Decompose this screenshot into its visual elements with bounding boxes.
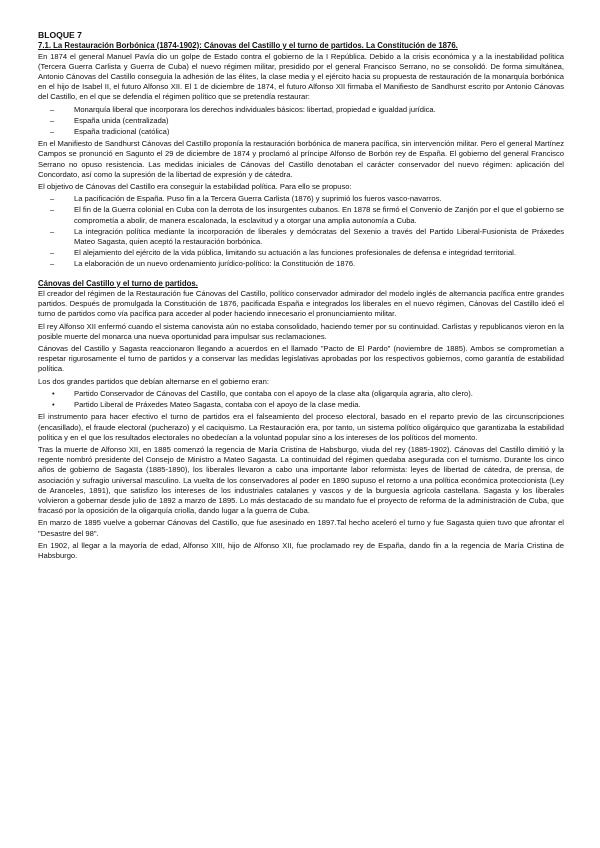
paragraph: El rey Alfonso XII enfermó cuando el sistema canovista aún no estaba consolidado, haciendo temer por su continuidad. Carlistas y republicanos vieron en la posible muerte del monarca una nueva oportunidad para impulsar sus reclamaciones.: [38, 321, 564, 341]
dot-bullet-icon: •: [52, 388, 55, 398]
dash-bullet-icon: –: [50, 104, 55, 114]
list-item: • Partido Conservador de Cánovas del Castillo, que contaba con el apoyo de la clase alta (oligarquía agraria, alto clero).: [52, 388, 473, 398]
list-item: – La integración política mediante la incorporación de liberales y demócratas del Sexenio a través del Partido Liberal-Fusionista de Práxedes Mateo Sagasta, quien aceptó la restauración borbónica.: [50, 226, 564, 246]
parties-list: [38, 389, 564, 410]
dash-bullet-icon: –: [50, 226, 55, 236]
paragraph: Cánovas del Castillo y Sagasta reaccionaron llegando a acuerdos en el llamado "Pacto de El Pardo" (noviembre de 1885). Ambos se comprometían a respetar rigurosamente el turno de partidos y a conservar las medidas legislativas aprobadas por los respectivos gobiernos, como garantía de estabilidad política.: [38, 344, 564, 374]
paragraph: El instrumento para hacer efectivo el turno de partidos era el falseamiento del proceso electoral, basado en el reparto previo de las circunscripciones (encasillado), el fraude electoral (pucherazo) y el caciquismo. La Restauración era, por tanto, un sistema político oligárquico que garantizaba la estabilidad política y en el que los resultados electorales no obedecían a la voluntad popular sino a los intereses de los políticos del momento.: [38, 412, 564, 442]
dash-bullet-icon: –: [50, 248, 55, 258]
paragraph: Los dos grandes partidos que debían alternarse en el gobierno eran:: [38, 376, 269, 386]
dash-bullet-icon: –: [50, 259, 55, 269]
dot-bullet-icon: •: [52, 400, 55, 410]
principles-list: [38, 105, 564, 138]
list-item: • Partido Liberal de Práxedes Mateo Sagasta, contaba con el apoyo de la clase media.: [52, 400, 361, 410]
block-title: BLOQUE 7: [38, 30, 82, 40]
list-item: – España tradicional (católica): [50, 126, 170, 136]
paragraph: En 1902, al llegar a la mayoría de edad, Alfonso XIII, hijo de Alfonso XII, fue proclamado rey de España, dando fin a la regencia de María Cristina de Habsburgo.: [38, 540, 564, 560]
dash-bullet-icon: –: [50, 205, 55, 215]
list-item: – Monarquía liberal que incorporara los derechos individuales básicos: libertad, propiedad e igualdad jurídica.: [50, 104, 436, 114]
section-subtitle: Cánovas del Castillo y el turno de partidos.: [38, 278, 198, 288]
paragraph: El creador del régimen de la Restauración fue Cánovas del Castillo, político conservador admirador del modelo inglés de alternancia pacífica entre grandes partidos. Después de promulgada la Constitución de 1876, pacificada España e integrados los liberales en el nuevo régimen, Cánovas del Castillo ideó el turno de partidos como vía pacífica para acceder al poder haciendo innecesario el pronunciamiento militar.: [38, 289, 564, 319]
list-item: – El alejamiento del ejército de la vida pública, limitando su actuación a las funciones profesionales de defensa e integridad territorial.: [50, 248, 516, 258]
dash-bullet-icon: –: [50, 126, 55, 136]
dash-bullet-icon: –: [50, 115, 55, 125]
paragraph: El objetivo de Cánovas del Castillo era conseguir la estabilidad política. Para ello se propuso:: [38, 181, 352, 191]
list-item: – El fin de la Guerra colonial en Cuba con la derrota de los insurgentes cubanos. En 1878 se firmó el Convenio de Zanjón por el que el gobierno se comprometía a abolir, de manera escalonada, la esclavitud y a otorgar una amplia autonomía a Cuba.: [50, 205, 564, 225]
document-page: [38, 30, 564, 563]
list-item: – España unida (centralizada): [50, 115, 169, 125]
paragraph: En marzo de 1895 vuelve a gobernar Cánovas del Castillo, que fue asesinado en 1897.Tal hecho aceleró el turno y fue Sagasta quien tuvo que afrontar el "Desastre del 98".: [38, 518, 564, 538]
paragraph: Tras la muerte de Alfonso XII, en 1885 comenzó la regencia de María Cristina de Habsburgo, viuda del rey (1885-1902). Cánovas del Castillo dimitió y la regente nombró presidente del Consejo de Ministro a Mateo Sagasta. La continuidad del régimen quedaba asegurada con el turnismo. Durante los cinco años de gobierno de Sagasta (1885-1890), los liberales llevaron a cabo una importante labor reformista: leyes de libertad de cátedra, de prensa, de asociación y sufragio universal masculino. La vuelta de los conservadores al poder en 1890 supuso el retorno a una política económica proteccionista (Ley de Aranceles, 1891), que satisfizo los intereses de los industriales catalanes y vascos y de la burguesía agrícola castellana. Sagasta y los liberales volvieron a gobernar desde julio de 1892 a marzo de 1895. Lo más destacado de su mandato fue el proyecto de reforma de la administración de Cuba, que fracasó por la oposición de la oligarquía criolla, dando lugar a la guerra de Cuba.: [38, 444, 564, 516]
objectives-list: [38, 194, 564, 269]
paragraph: En 1874 el general Manuel Pavía dio un golpe de Estado contra el gobierno de la I República. Debido a la crisis económica y a la inestabilidad política (Tercera Guerra Carlista y Guerra de Cuba) el nuevo régimen militar, presidido por el general Francisco Serrano, no se consolidó. De forma simultánea, Antonio Cánovas del Castillo conseguía la adhesión de las élites, la clase media y el ejército hacia su propuesta de restauración de la monarquía borbónica en el hijo de Isabel II, el futuro Alfonso XII. El 1 de diciembre de 1874, el futuro Alfonso XII firmaba el Manifiesto de Sandhurst escrito por Antonio Cánovas del Castillo, en el que se defendía el régimen político que se pretendía restaurar:: [38, 51, 564, 102]
section-title: 7.1. La Restauración Borbónica (1874-1902): Cánovas del Castillo y el turno de partidos. La Constitución de 1876.: [38, 41, 458, 50]
paragraph: En el Manifiesto de Sandhurst Cánovas del Castillo proponía la restauración borbónica de manera pacífica, sin intervención militar. Pero el general Martínez Campos se pronunció en Sagunto el 29 de diciembre de 1874 y proclamó al príncipe Alfonso de Borbón rey de España. El gobierno del general Francisco Serrano no opuso resistencia. Las medidas iniciales de Cánovas del Castillo denotaban el carácter conservador del nuevo régimen: aplicación del Concordato, así como la supresión de la libertad de expresión y de cátedra.: [38, 139, 564, 179]
list-item: – La elaboración de un nuevo ordenamiento jurídico-político: la Constitución de 1876.: [50, 259, 356, 269]
list-item: – La pacificación de España. Puso fin a la Tercera Guerra Carlista (1876) y suprimió los fueros vasco-navarros.: [50, 194, 442, 204]
dash-bullet-icon: –: [50, 194, 55, 204]
